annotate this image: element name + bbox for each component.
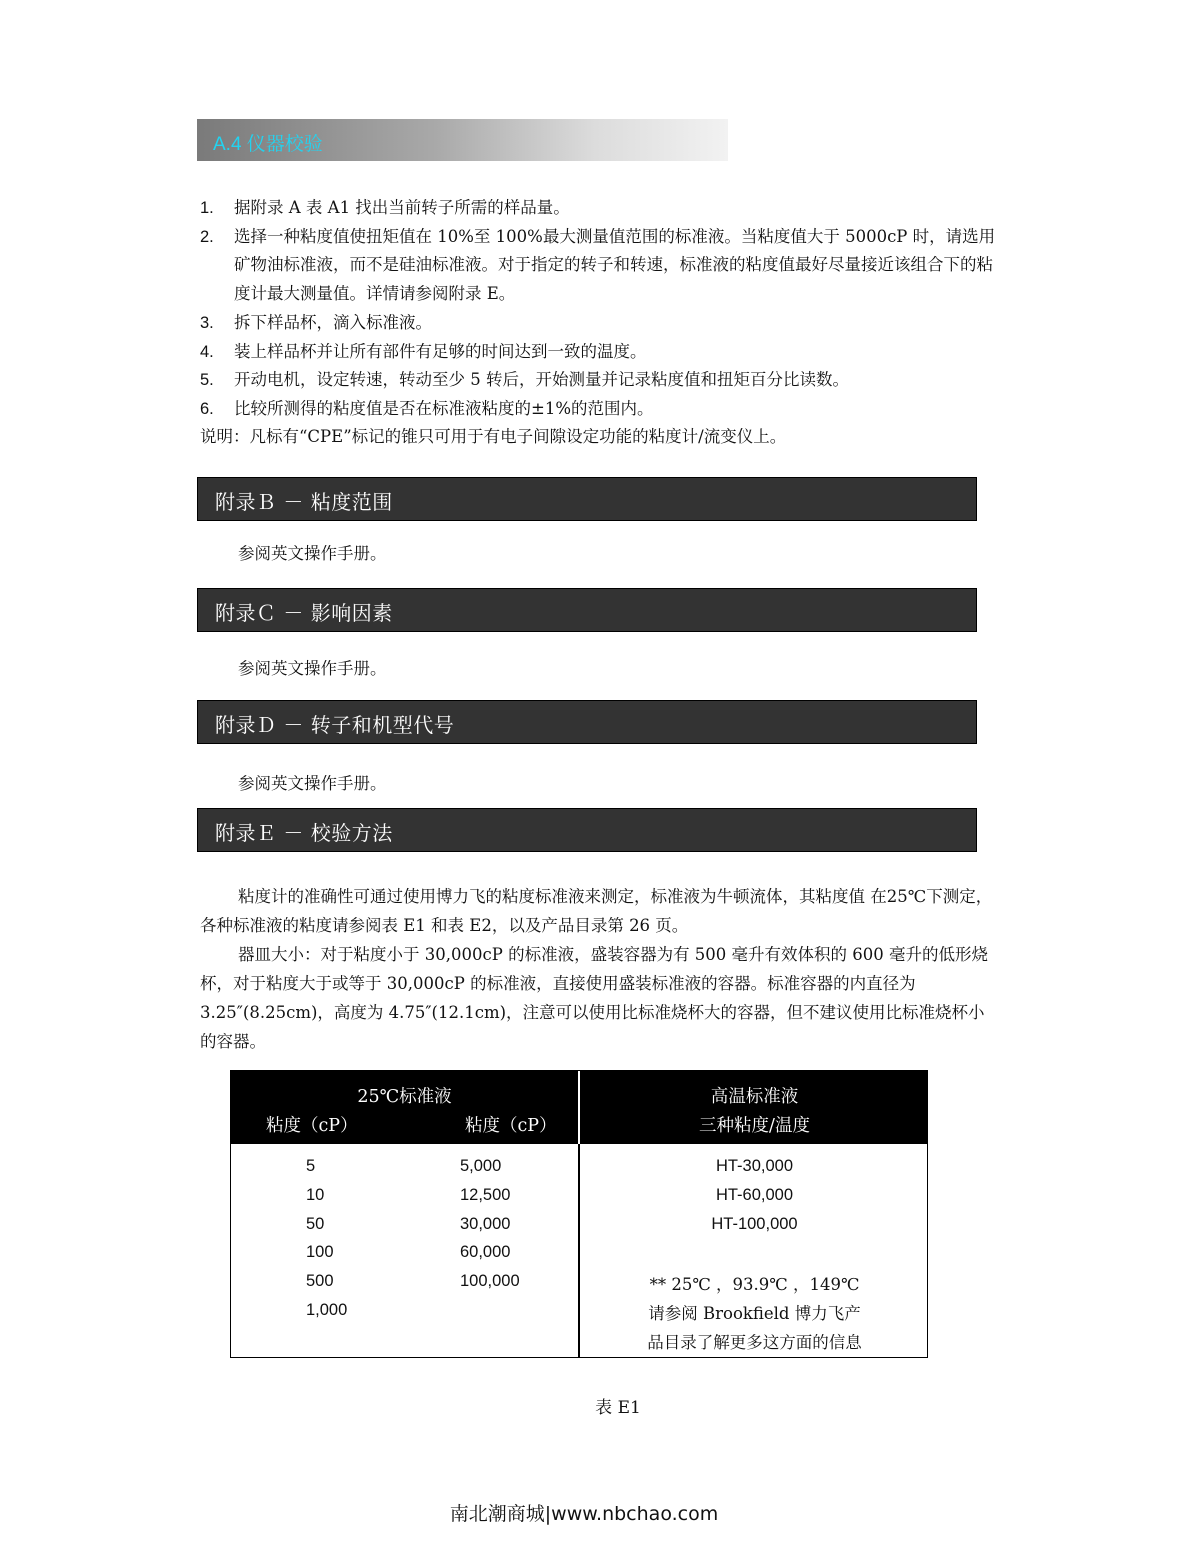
appendix-c-header [197, 588, 977, 632]
header-col1-viscosity: 粘度（cP） [266, 1116, 358, 1136]
table-cell: 100,000 [460, 1272, 520, 1290]
table-cell: 品目录了解更多这方面的信息 [647, 1333, 862, 1352]
appendix-d-title: 附录Ｄ － 转子和机型代号 [215, 713, 455, 737]
table-cell: HT-100,000 [711, 1215, 798, 1233]
header-three-viscosity: 三种粘度/温度 [699, 1116, 810, 1136]
list-item: 6. 比较所测得的粘度值是否在标准液粘度的±1%的范围内。 [200, 398, 654, 418]
table-cell: 10 [306, 1186, 325, 1204]
table-cell: 100 [306, 1243, 334, 1261]
footer-watermark: 南北潮商城|www.nbchao.com [449, 1503, 719, 1525]
header-high-temp: 高温标准液 [710, 1087, 799, 1107]
appendix-b-body: 参阅英文操作手册。 [238, 544, 387, 563]
table-cell: 5,000 [460, 1157, 502, 1175]
list-item: 2. 选择一种粘度值使扭矩值在 10%至 100%最大测量值范围的标准液。当粘度值大于 5000cP 时，请选用矿物油标准液，而不是硅油标准液。对于指定的转子和转速，标准液的粘度值最好尽量接近该组合下的粘度计最大测量值。详情请参阅附录 E。 [200, 226, 996, 304]
calibration-steps [200, 194, 1005, 424]
table-cell: 请参阅 Brookfield 博力飞产 [648, 1304, 861, 1323]
table-cell: 12,500 [460, 1186, 511, 1204]
table-cell: 60,000 [460, 1243, 511, 1261]
header-col2-viscosity: 粘度（cP） [465, 1116, 557, 1136]
table-cell: 1,000 [306, 1301, 348, 1319]
table-cell: 5 [306, 1157, 316, 1175]
appendix-e-para-2: 器皿大小：对于粘度小于 30,000cP 的标准液，盛装容器为有 500 毫升有效体积的 600 毫升的低形烧杯，对于粘度大于或等于 30,000cP 的标准液，直接使用盛装标准液的容器。标准容器的内直径为 3.25″(8.25cm)，高度为 4.75″(12.1cm)，注意可以使用比标准烧杯大的容器，但不建议使用比标准烧杯小的容器。 [200, 945, 989, 1051]
appendix-e-header [197, 808, 977, 852]
appendix-b-header [197, 477, 977, 521]
table-cell: HT-60,000 [715, 1186, 794, 1204]
list-item: 1. 据附录 A 表 A1 找出当前转子所需的样品量。 [200, 198, 570, 217]
appendix-d-header [197, 700, 977, 744]
section-a4-header [197, 119, 728, 161]
list-item: 4. 装上样品杯并让所有部件有足够的时间达到一致的温度。 [200, 341, 647, 361]
list-item: 5. 开动电机，设定转速，转动至少 5 转后，开始测量并记录粘度值和扭矩百分比读数。 [200, 370, 849, 390]
appendix-e-para-1: 粘度计的准确性可通过使用博力飞的粘度标准液来测定，标准液为牛顿流体，其粘度值 在25℃下测定，各种标准液的粘度请参阅表 E1 和表 E2，以及产品目录第 26 页。 [200, 887, 993, 935]
appendix-e-title: 附录Ｅ － 校验方法 [215, 821, 393, 845]
table-cell: 50 [306, 1215, 325, 1233]
table-cell: HT-30,000 [715, 1157, 794, 1175]
cpe-note: 说明：凡标有“CPE”标记的锥只可用于有电子间隙设定功能的粘度计/流变仪上。 [200, 427, 787, 446]
table-e1 [230, 1070, 928, 1358]
appendix-b-title: 附录Ｂ － 粘度范围 [215, 490, 393, 514]
appendix-c-title: 附录Ｃ － 影响因素 [215, 601, 393, 625]
section-a4-title: A.4 仪器校验 [213, 134, 323, 155]
table-cell: 30,000 [460, 1215, 511, 1233]
appendix-c-body: 参阅英文操作手册。 [238, 659, 387, 678]
list-item: 3. 拆下样品杯，滴入标准液。 [200, 312, 432, 332]
table-cell: 500 [306, 1272, 334, 1290]
header-25c-standard: 25℃标准液 [357, 1087, 452, 1107]
table-cell: ** 25℃ ，93.9℃ ，149℃ [649, 1275, 860, 1294]
appendix-d-body: 参阅英文操作手册。 [238, 774, 387, 793]
table-caption: 表 E1 [595, 1398, 641, 1418]
